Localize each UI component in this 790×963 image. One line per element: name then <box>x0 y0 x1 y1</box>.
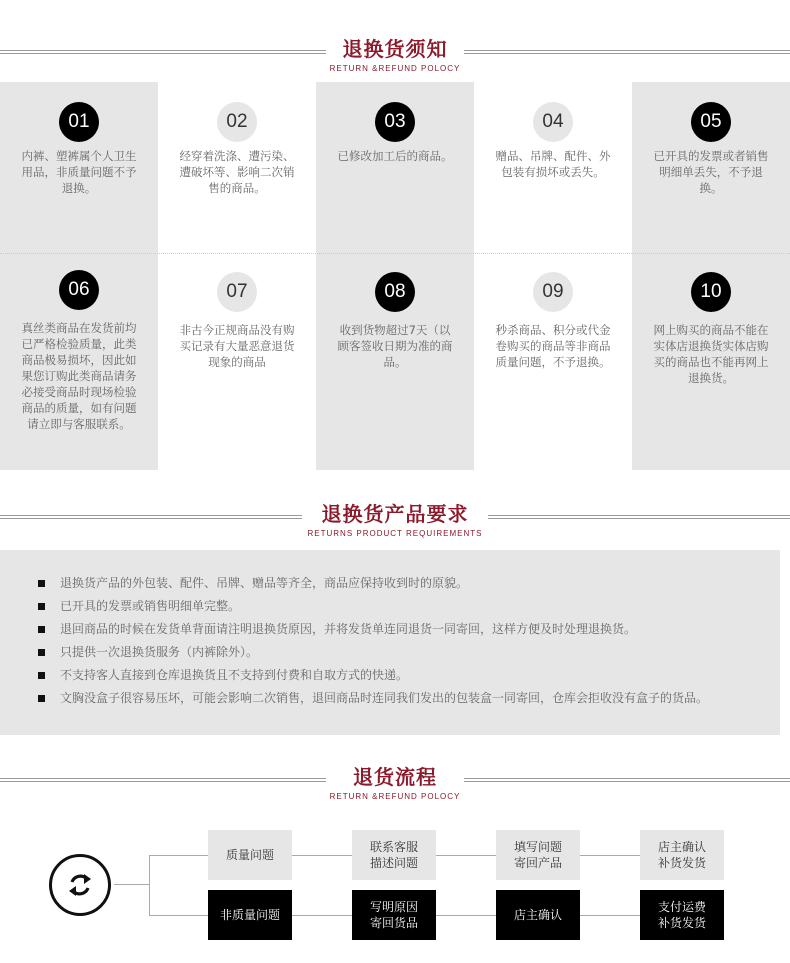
notice-number: 03 <box>375 102 415 142</box>
notice-text: 收到货物超过7天（以顾客签收日期为准的商品。 <box>337 323 453 369</box>
section-heading-return-process <box>0 764 790 804</box>
flow-step-non-quality <box>352 890 436 940</box>
flow-step-label: 质量问题 <box>225 848 274 862</box>
notice-cell <box>474 254 632 470</box>
list-item <box>38 618 708 641</box>
section-heading-refund-policy <box>0 36 790 76</box>
notice-text: 真丝类商品在发货前均已严格检验质量，此类商品极易损坏，因此如果您订购此类商品请务必接受商品时现场检验商品的质量，如有问题请立即与客服联系。 <box>21 321 137 431</box>
flow-step-quality <box>208 830 292 880</box>
flow-step-label: 填写问题 寄回产品 <box>513 840 562 870</box>
notice-text: 网上购买的商品不能在实体店退换货实体店购买的商品也不能再网上退换货。 <box>653 323 769 385</box>
section-subtitle: RETURN &REFUND POLOCY <box>329 64 461 73</box>
requirement-text: 只提供一次退换货服务（内裤除外）。 <box>60 645 259 659</box>
section-heading-product-requirements <box>0 501 790 541</box>
flow-step-label: 店主确认 补货发货 <box>657 840 706 870</box>
requirements-panel <box>0 550 780 735</box>
requirement-text: 退换货产品的外包装、配件、吊牌、赠品等齐全，商品应保持收到时的原貌。 <box>60 576 469 590</box>
flow-connector <box>292 855 352 856</box>
notice-text: 赠品、吊牌、配件、外包装有损坏或丢失。 <box>495 149 611 179</box>
square-bullet-icon <box>38 672 45 679</box>
notice-cell <box>0 254 158 470</box>
section-title: 退换货产品要求 <box>321 502 469 526</box>
flow-connector <box>436 915 496 916</box>
notice-number: 10 <box>691 272 731 312</box>
notice-number: 05 <box>691 102 731 142</box>
flow-step-label: 支付运费 补货发货 <box>657 900 706 930</box>
flow-step-non-quality <box>208 890 292 940</box>
flow-step-quality <box>352 830 436 880</box>
flow-connector <box>580 855 640 856</box>
notice-text: 已修改加工后的商品。 <box>337 149 453 163</box>
square-bullet-icon <box>38 580 45 587</box>
requirement-text: 退回商品的时候在发货单背面请注明退换货原因，并将发货单连同退货一同寄回，这样方便及时处理退换货。 <box>60 622 637 636</box>
notice-number: 06 <box>59 270 99 310</box>
section-subtitle: RETURNS PRODUCT REQUIREMENTS <box>307 529 483 538</box>
flow-step-label: 非质量问题 <box>219 908 280 922</box>
flow-step-quality <box>496 830 580 880</box>
notice-text: 非古今正规商品没有购买记录有大量恶意退货现象的商品 <box>179 323 295 369</box>
flow-connector <box>114 884 149 885</box>
section-subtitle: RETURN &REFUND POLOCY <box>329 792 461 801</box>
grid-divider <box>0 253 790 254</box>
notice-text: 已开具的发票或者销售明细单丢失，不予退换。 <box>653 149 769 195</box>
list-item <box>38 595 708 618</box>
flow-step-quality <box>640 830 724 880</box>
refresh-cycle-icon <box>49 854 111 916</box>
square-bullet-icon <box>38 649 45 656</box>
notice-text: 秒杀商品、积分或代金卷购买的商品等非商品质量问题，不予退换。 <box>495 323 611 369</box>
flow-connector <box>149 855 209 856</box>
section-title: 退换货须知 <box>342 37 448 61</box>
flow-step-label: 写明原因 寄回货品 <box>369 900 418 930</box>
notice-cell <box>316 254 474 470</box>
square-bullet-icon <box>38 695 45 702</box>
notice-cell <box>158 254 316 470</box>
notice-grid <box>0 82 790 470</box>
notice-number: 08 <box>375 272 415 312</box>
flow-step-non-quality <box>640 890 724 940</box>
flow-connector <box>149 855 150 915</box>
flow-connector <box>580 915 640 916</box>
square-bullet-icon <box>38 626 45 633</box>
square-bullet-icon <box>38 603 45 610</box>
list-item <box>38 664 708 687</box>
flow-step-non-quality <box>496 890 580 940</box>
notice-number: 09 <box>533 272 573 312</box>
requirement-text: 不支持客人直接到仓库退换货且不支持到付费和自取方式的快递。 <box>60 668 409 682</box>
notice-cell <box>632 82 790 254</box>
flow-connector <box>436 855 496 856</box>
notice-cell <box>474 82 632 254</box>
notice-number: 02 <box>217 102 257 142</box>
requirement-text: 文胸没盒子很容易压坏，可能会影响二次销售，退回商品时连同我们发出的包装盒一同寄回，仓库会拒收没有盒子的货品。 <box>60 691 709 705</box>
notice-cell <box>632 254 790 470</box>
list-item <box>38 641 708 664</box>
flow-connector <box>292 915 352 916</box>
notice-cell <box>0 82 158 254</box>
notice-text: 经穿着洗涤、遭污染、遭破坏等、影响二次销售的商品。 <box>179 149 295 195</box>
notice-number: 04 <box>533 102 573 142</box>
notice-text: 内裤、塑裤属个人卫生用品，非质量问题不予退换。 <box>21 149 137 195</box>
notice-cell <box>158 82 316 254</box>
requirement-text: 已开具的发票或销售明细单完整。 <box>60 599 241 613</box>
flow-step-label: 联系客服 描述问题 <box>369 840 418 870</box>
list-item <box>38 572 708 595</box>
notice-cell <box>316 82 474 254</box>
flow-step-label: 店主确认 <box>513 908 562 922</box>
notice-number: 01 <box>59 102 99 142</box>
requirements-list <box>38 572 708 710</box>
flow-connector <box>149 915 209 916</box>
section-title: 退货流程 <box>353 765 437 789</box>
notice-number: 07 <box>217 272 257 312</box>
list-item <box>38 687 708 710</box>
